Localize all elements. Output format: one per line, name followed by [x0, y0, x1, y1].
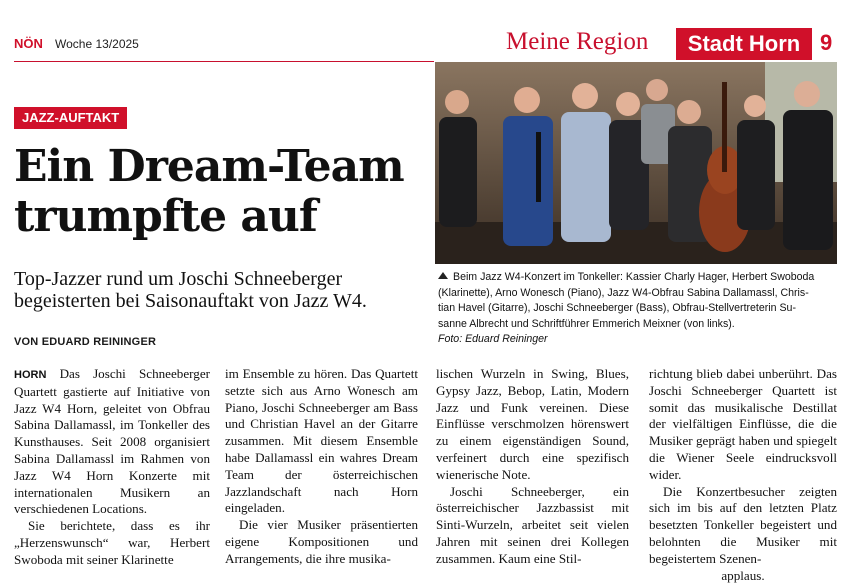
headline — [14, 142, 434, 242]
headline-line-2: trumpfte auf — [14, 191, 317, 242]
city-label: Stadt Horn — [676, 28, 812, 60]
section-title: Meine Region — [506, 28, 649, 55]
caption-line-2: (Klarinette), Arno Wonesch (Piano), Jazz W4-Obfrau Sabina Dallamassl, Chris- — [438, 286, 809, 299]
paragraph: Joschi Schneeberger, ein österreichischer Jazzbassist mit Sinti-Wurzeln, arbeitet seit vielen Jahren mit seinen drei Kollegen zusammen. Kaum eine Stil- — [436, 483, 629, 566]
paragraph-end: applaus. — [721, 567, 765, 583]
body-column-4 — [649, 366, 837, 584]
photo-credit: Foto: Eduard Reininger — [438, 333, 548, 346]
triangle-up-icon — [438, 272, 448, 279]
paragraph: im Ensemble zu hören. Das Quartett setzte sich aus Arno Wonesch am Piano, Joschi Schneeberger am Bass und Christian Havel an der Gitarre zusammen. Mit diesem Ensemble habe Dallamassl ein wahres Dream Team der österreichischen Jazzlandschaft nach Horn eingeladen. — [225, 366, 418, 516]
body-column-1 — [14, 366, 210, 569]
caption-line-1: Beim Jazz W4-Konzert im Tonkeller: Kassier Charly Hager, Herbert Swoboda — [453, 271, 815, 283]
lead-text — [14, 268, 434, 312]
header-rule — [14, 61, 434, 62]
paragraph-text: Das Joschi Schneeberger Quartett gastierte auf Initiative von Jazz W4 Horn, geleitet von Obfrau Sabina Dallamassl, im Tonkeller des Kunsthauses. Seit 2008 organisiert Sabina Dallamassl im Rahmen von Jazz W4 Horn Konzerte mit internationalen Musikern an verschiedenen Locations. — [14, 366, 210, 517]
paragraph: Die Konzertbesucher zeigten sich im bis auf den letzten Platz besetzten Tonkeller begeistert und belohnten die Musiker mit begeistertem Szenen- — [649, 483, 837, 566]
photo-caption — [438, 270, 838, 348]
lead-line-2: begeisterten bei Saisonauftakt von Jazz W4. — [14, 290, 367, 312]
paragraph: Die vier Musiker präsentierten eigene Kompositionen und Arrangements, die ihre musika- — [225, 517, 418, 566]
lead-line-1: Top-Jazzer rund um Joschi Schneeberger — [14, 268, 343, 290]
paragraph: richtung blieb dabei unberührt. Das Joschi Schneeberger Quartett ist somit das musikalische Destillat der vielfältigen Einflüsse, die die Musiker geprägt haben und spiegelt die Wiener Seele eindrucksvoll wider. — [649, 366, 837, 482]
body-column-2 — [225, 366, 418, 568]
issue-week: Woche 13/2025 — [55, 37, 139, 51]
dateline: HORN — [14, 369, 47, 381]
body-column-3 — [436, 366, 629, 568]
paragraph — [14, 366, 210, 518]
caption-line-4: sanne Albrecht und Schriftführer Emmerich Meixner (von links). — [438, 317, 735, 330]
headline-line-1: Ein Dream-Team — [14, 141, 404, 192]
page-number: 9 — [820, 30, 833, 55]
paragraph: Sie berichtete, dass es ihr „Herzenswunsch“ war, Herbert Swoboda mit seiner Klarinette — [14, 518, 210, 567]
kicker-badge: JAZZ-AUFTAKT — [14, 107, 127, 129]
photo-illustration — [435, 62, 837, 264]
byline: VON EDUARD REININGER — [14, 336, 157, 348]
paragraph: lischen Wurzeln in Swing, Blues, Gypsy Jazz, Bebop, Latin, Modern Jazz und Funk vereinen. Diese Einflüsse verschmolzen hörenswert zu einem eigenständigen Sound, verfeinert durch eine spezifisch wienerische Note. — [436, 366, 629, 482]
brand-logo: NÖN — [14, 36, 43, 51]
article-photo — [435, 62, 837, 264]
caption-line-3: tian Havel (Gitarre), Joschi Schneeberger (Bass), Obfrau-Stellvertreterin Su- — [438, 302, 796, 315]
